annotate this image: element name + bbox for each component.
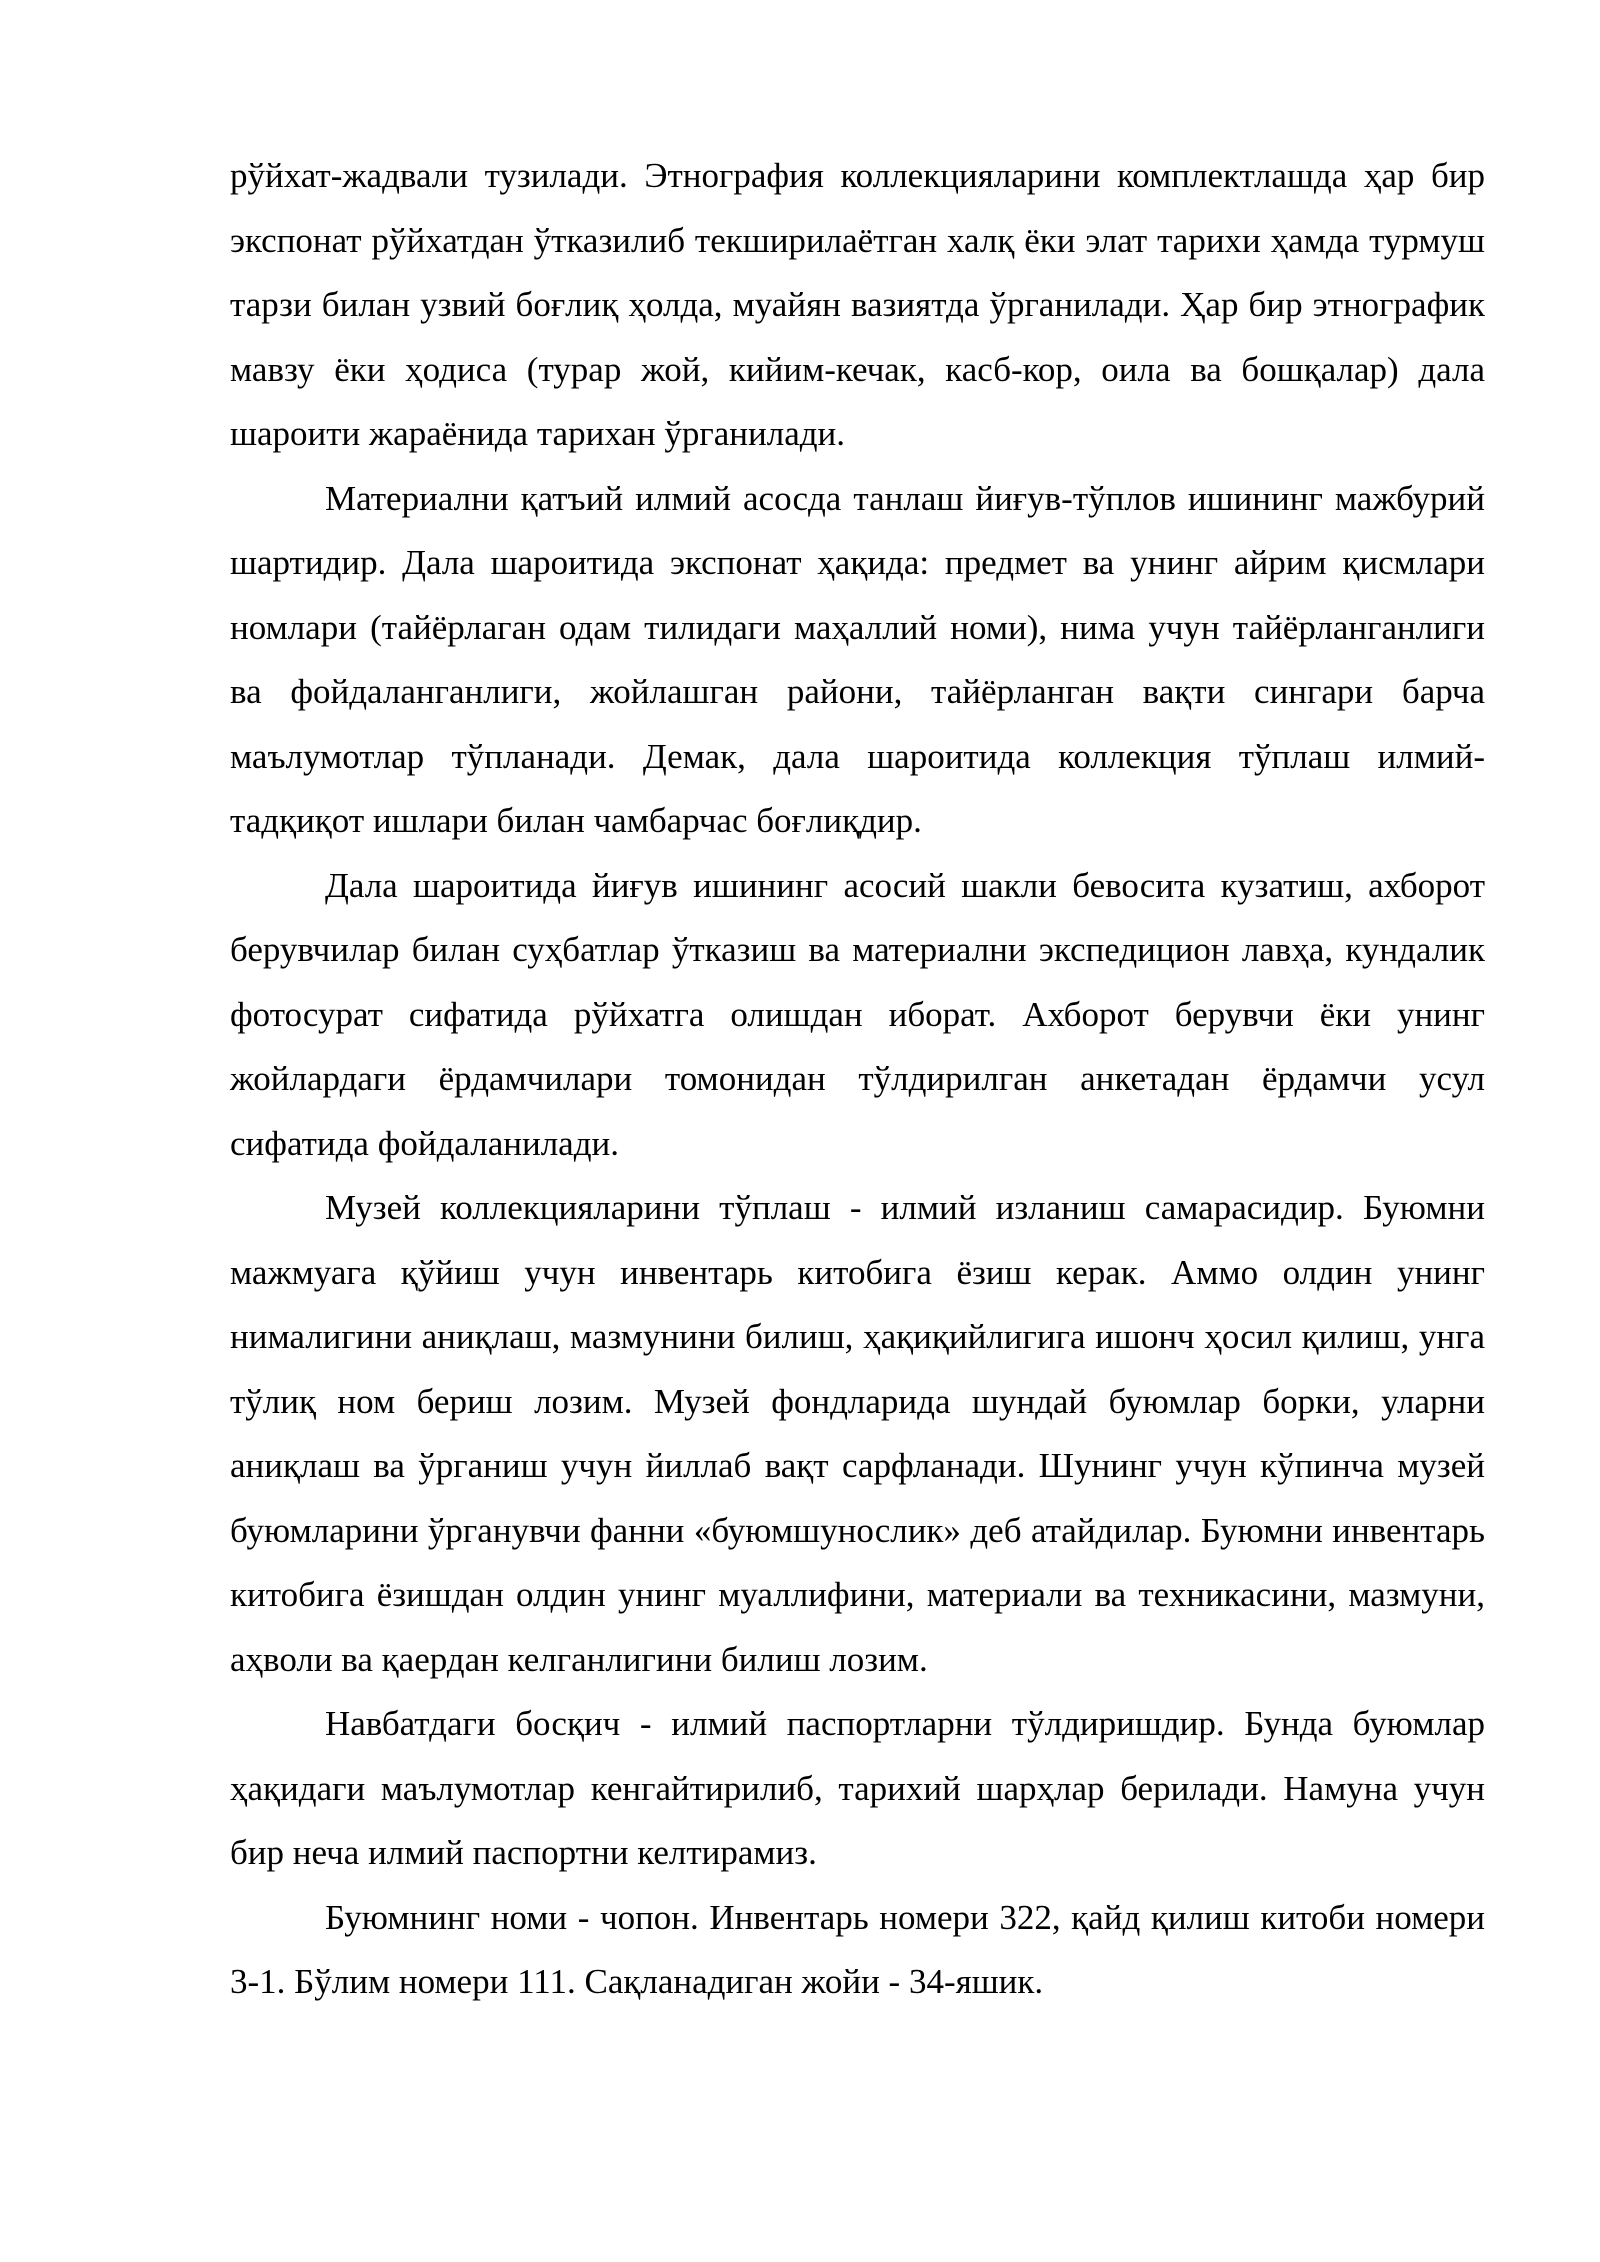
document-page xyxy=(230,144,1485,2015)
paragraph-3: Дала шароитида йиғув ишининг асосий шакли бевосита кузатиш, ахборот берувчилар билан суҳбатлар ўтказиш ва материални экспедицион лавҳа, кундалик фотосурат сифатида рўйхатга олишдан иборат. Ахборот берувчи ёки унинг жойлардаги ёрдамчилари томонидан тўлдирилган анкетадан ёрдамчи усул сифатида фойдаланилади. xyxy=(230,865,1485,1163)
paragraph-2: Материални қатъий илмий асосда танлаш йиғув-тўплов ишининг мажбурий шартидир. Дала шароитида экспонат ҳақида: предмет ва унинг айрим қисмлари номлари (тайёрлаган одам тилидаги маҳаллий номи), нима учун тайёрланганлиги ва фойдаланганлиги, жойлашган райони, тайёрланган вақти сингари барча маълумотлар тўпланади. Демак, дала шароитида коллекция тўплаш илмий-тадқиқот ишлари билан чамбарчас боғлиқдир. xyxy=(230,478,1485,840)
paragraph-4: Музей коллекцияларини тўплаш - илмий изланиш самарасидир. Буюмни мажмуага қўйиш учун инвентарь китобига ёзиш керак. Аммо олдин унинг нималигини аниқлаш, мазмунини билиш, ҳақиқийлигига ишонч ҳосил қилиш, унга тўлиқ ном бериш лозим. Музей фондларида шундай буюмлар борки, уларни аниқлаш ва ўрганиш учун йиллаб вақт сарфланади. Шунинг учун кўпинча музей буюмларини ўрганувчи фанни «буюмшунослик» деб атайдилар. Буюмни инвентарь китобига ёзишдан олдин унинг муаллифини, материали ва техникасини, мазмуни, аҳволи ва қаердан келганлигини билиш лозим. xyxy=(230,1188,1485,1679)
paragraph-1: рўйхат-жадвали тузилади. Этнография коллекцияларини комплектлашда ҳар бир экспонат рўйхатдан ўтказилиб текширилаётган халқ ёки элат тарихи ҳамда турмуш тарзи билан узвий боғлиқ ҳолда, муайян вазиятда ўрганилади. Ҳар бир этнографик мавзу ёки ҳодиса (турар жой, кийим-кечак, касб-кор, оила ва бошқалар) дала шароити жараёнида тарихан ўрганилади. xyxy=(230,156,1485,453)
paragraph-5: Навбатдаги босқич - илмий паспортларни тўлдиришдир. Бунда буюмлар ҳақидаги маълумотлар кенгайтирилиб, тарихий шарҳлар берилади. Намуна учун бир неча илмий паспортни келтирамиз. xyxy=(230,1704,1485,1872)
paragraph-6: Буюмнинг номи - чопон. Инвентарь номери 322, қайд қилиш китоби номери 3-1. Бўлим номери 111. Сақланадиган жойи - 34-яшик. xyxy=(230,1897,1485,2001)
